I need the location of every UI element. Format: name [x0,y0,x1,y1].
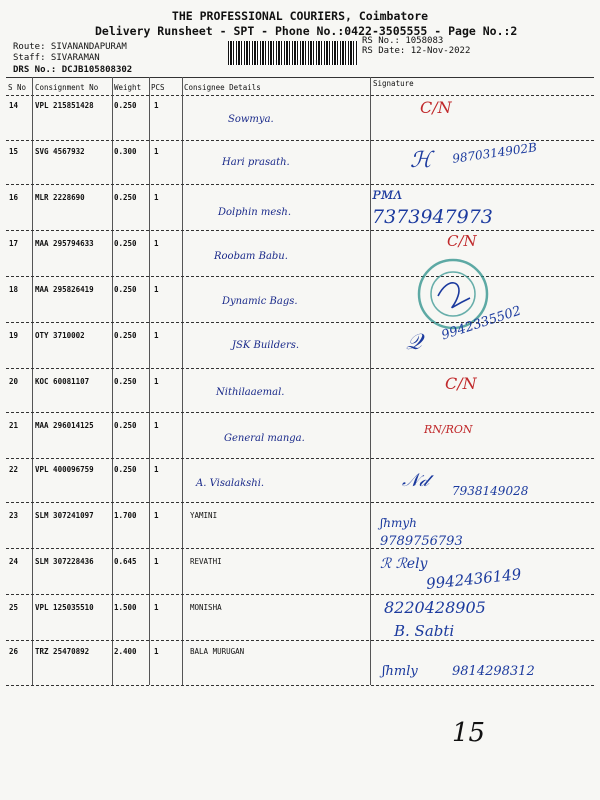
row-consignee-handwritten: Roobam Babu. [214,251,288,262]
row-signature: 8220428905 [384,598,486,617]
handwritten-page-mark: 15 [452,718,486,748]
row-consignment: SLM 307228436 [35,557,94,566]
row-weight: 0.250 [114,101,137,110]
row-weight: 0.250 [114,331,137,340]
row-weight: 0.300 [114,147,137,156]
row-signature: 9789756793 [380,534,463,549]
row-pcs: 1 [154,285,159,294]
table-bottom-border [6,685,594,686]
row-sno: 18 [9,285,19,294]
row-sno: 16 [9,193,19,202]
row-weight: 1.500 [114,603,137,612]
row-pcs: 1 [154,557,159,566]
row-signature: C/N [420,98,452,117]
row-consignment: TRZ 25470892 [35,647,90,656]
row-consignment: VPL 400096759 [35,465,94,474]
row-consignee-handwritten: Dynamic Bags. [222,296,298,307]
row-pcs: 1 [154,511,159,520]
row-weight: 0.250 [114,421,137,430]
row-sno: 21 [9,421,19,430]
row-pcs: 1 [154,647,159,656]
row-divider [6,368,594,369]
row-signature: 9814298312 [452,664,535,679]
row-consignment: MAA 296014125 [35,421,94,430]
row-sno: 25 [9,603,19,612]
row-pcs: 1 [154,465,159,474]
row-divider [6,276,594,277]
row-signature-scribble: ℋ [410,148,432,173]
row-pcs: 1 [154,603,159,612]
row-consignee-handwritten: A. Visalakshi. [196,478,265,489]
row-pcs: 1 [154,377,159,386]
col-header-consignment: Consignment No [35,83,99,92]
row-weight: 0.250 [114,285,137,294]
row-consignee-handwritten: General manga. [224,433,305,444]
row-consignment: OTY 3710002 [35,331,85,340]
row-consignee-handwritten: Dolphin mesh. [218,207,292,218]
col-header-consignee: Consignee Details [184,83,261,92]
row-signature-scribble: ℛ ℛely [380,556,428,572]
row-signature-scribble: 𝒬 [406,330,422,355]
row-weight: 0.645 [114,557,137,566]
row-sno: 15 [9,147,19,156]
row-consignee: MONISHA [190,603,222,612]
row-pcs: 1 [154,421,159,430]
table-top-border [6,77,594,78]
row-signature: 7373947973 [372,206,493,228]
row-pcs: 1 [154,147,159,156]
col-header-signature: Signature [373,79,414,88]
row-divider [6,458,594,459]
row-pcs: 1 [154,101,159,110]
row-divider [6,640,594,641]
row-sno: 26 [9,647,19,656]
row-signature: RN/RON [424,423,473,436]
col-header-weight: Weight [114,83,142,92]
row-sno: 22 [9,465,19,474]
row-consignee-handwritten: Hari prasath. [222,157,290,168]
row-signature: 9942436149 [425,565,523,593]
barcode [228,41,358,65]
route-label: Route: SIVANANDAPURAM [13,42,127,52]
runsheet-subtitle: Delivery Runsheet - SPT - Phone No.:0422-3505555 - Page No.:2 [95,24,518,38]
row-consignment: VPL 215851428 [35,101,94,110]
row-consignee-handwritten: JSK Builders. [232,340,300,351]
row-consignment: VPL 125035510 [35,603,94,612]
row-pcs: 1 [154,193,159,202]
row-signature-name: B. Sabti [394,622,455,640]
row-signature-scribble: ʃhmyh [380,516,417,530]
row-pcs: 1 [154,239,159,248]
row-divider [6,140,594,141]
row-divider [6,502,594,503]
row-sno: 20 [9,377,19,386]
row-signature: C/N [445,374,477,393]
row-consignment: KOC 60081107 [35,377,90,386]
row-divider [6,184,594,185]
header-divider [6,95,594,96]
row-consignment: SLM 307241097 [35,511,94,520]
row-divider [6,412,594,413]
col-header-pcs: PCS [151,83,165,92]
row-signature-scribble: ᴘᴍᴧ [372,184,403,203]
row-signature: 9942335502 [439,303,524,344]
runsheet-title: THE PROFESSIONAL COURIERS, Coimbatore [171,9,429,23]
rs-number: RS No.: 1058083 [362,36,444,46]
row-weight: 0.250 [114,193,137,202]
row-weight: 0.250 [114,465,137,474]
row-consignee: YAMINI [190,511,218,520]
row-consignee-handwritten: Sowmya. [228,114,274,125]
row-weight: 2.400 [114,647,137,656]
row-weight: 1.700 [114,511,137,520]
staff-label: Staff: SIVARAMAN [13,53,100,63]
row-consignment: MAA 295826419 [35,285,94,294]
row-consignment: MLR 2228690 [35,193,85,202]
row-sno: 23 [9,511,19,520]
row-signature-scribble: ʃhmly [382,664,418,679]
row-signature: 9870314902B [451,140,538,166]
row-consignee: BALA MURUGAN [190,647,245,656]
row-signature: C/N [447,232,477,250]
row-divider [6,548,594,549]
row-consignment: SVG 4567932 [35,147,85,156]
row-divider [6,594,594,595]
row-consignment: MAA 295794633 [35,239,94,248]
drs-label: DRS No.: DCJB105808302 [13,65,133,75]
col-header-sno: S No [8,83,27,92]
row-consignee-handwritten: Nithilaaemal. [216,387,285,398]
row-signature-scribble: 𝒩𝒹 [402,470,429,491]
row-sno: 14 [9,101,19,110]
row-sno: 24 [9,557,19,566]
row-sno: 19 [9,331,19,340]
row-divider [6,230,594,231]
rs-date: RS Date: 12-Nov-2022 [362,46,471,56]
row-pcs: 1 [154,331,159,340]
row-consignee: REVATHI [190,557,222,566]
row-weight: 0.250 [114,239,137,248]
row-sno: 17 [9,239,19,248]
row-weight: 0.250 [114,377,137,386]
row-signature: 7938149028 [452,484,529,498]
